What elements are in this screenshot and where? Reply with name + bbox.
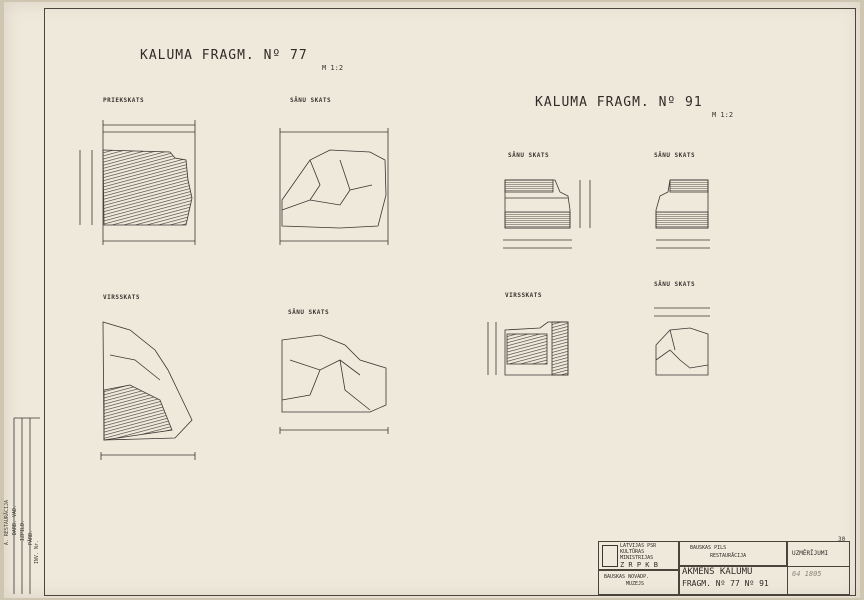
frag77-side-drawing [280,128,388,245]
object-name: BAUSKAS PILS [690,545,727,551]
main-title-line-1: AKMENS KALUMU [682,567,753,577]
museum-line-1: BAUSKAS NOVADP. [604,574,650,580]
main-title-line-2: FRAGM. Nº 77 Nº 91 [682,579,769,588]
museum-line-2: MUZEJS [626,581,645,587]
side-stamp-row: PĀRB. [28,530,34,546]
view-label-side-d: SĀNU SKATS [654,152,696,159]
frag91-side3-drawing [654,308,710,375]
frag91-scale: M 1:2 [712,111,734,119]
measure-label: UZMĒRĪJUMI [792,550,829,557]
side-stamp-row: DARB. VAD. [12,505,18,536]
view-label-side-e: SĀNU SKATS [654,281,696,288]
frag91-top-drawing [488,322,568,375]
org-line-3: MINISTRIJAS [620,555,654,561]
frag77-front-drawing [80,120,195,245]
view-label-side-b: SĀNU SKATS [288,309,330,316]
org-line-2: KULTŪRAS [620,549,645,555]
view-label-front: PRIEKSKATS [103,97,145,104]
object-sub: RESTAURĀCIJA [710,553,747,559]
side-stamp-row: A. RESTAURĀCIJA [4,500,10,546]
side-stamp-row: INV. Nr. [34,540,40,565]
frag77-side2-drawing [280,335,388,434]
side-stamp-row: IZPILD. [20,520,26,542]
org-code: Z R P K B [620,561,658,569]
view-label-side-a: SĀNU SKATS [290,97,332,104]
page-number: 30 [838,536,846,543]
view-label-top: VIRSSKATS [103,294,141,301]
view-label-side-c: SĀNU SKATS [508,152,550,159]
org-emblem-icon [602,545,618,567]
frag77-title: KALUMA FRAGM. Nº 77 [140,48,308,63]
frag77-top-drawing [101,322,195,460]
org-line-1: LATVIJAS PSR [620,543,657,549]
handwritten-number: 64 1805 [792,570,822,578]
view-label-top-b: VIRSSKATS [505,292,543,299]
frag91-title: KALUMA FRAGM. Nº 91 [535,95,703,110]
frag91-side2-drawing [656,180,710,248]
frag91-side1-drawing [503,180,590,248]
frag77-scale: M 1:2 [322,64,344,72]
